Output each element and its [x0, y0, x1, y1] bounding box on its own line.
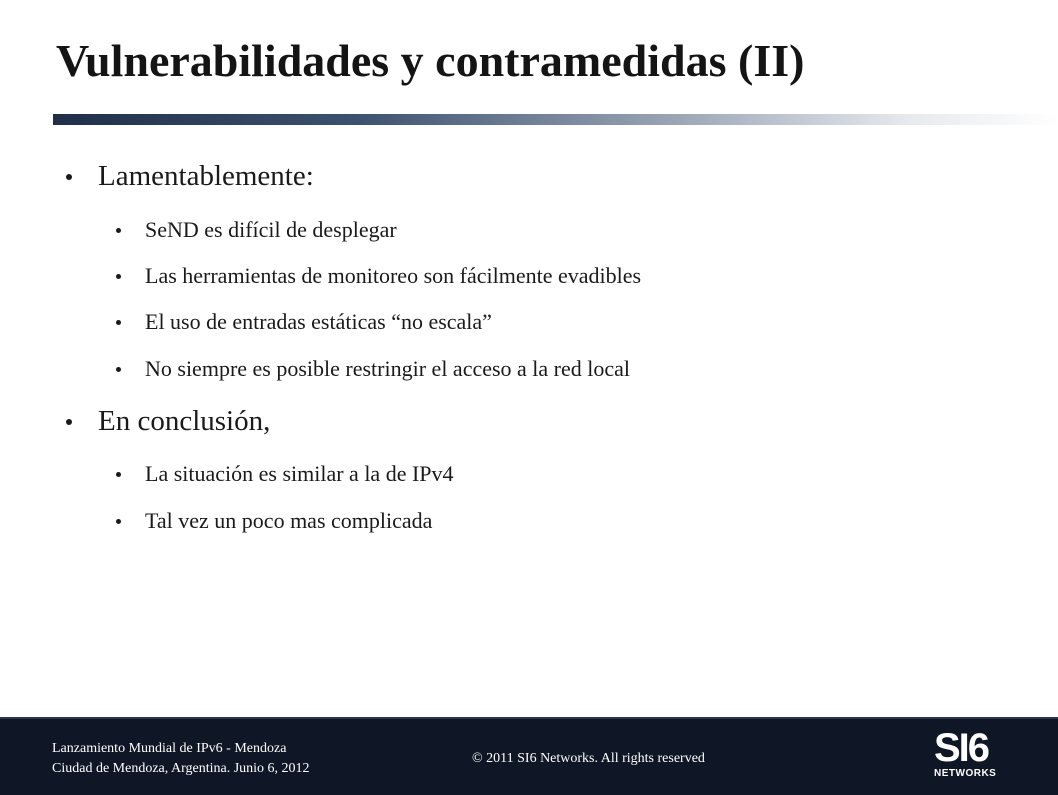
bullet-text: En conclusión,: [98, 405, 271, 437]
sub-bullet-local-access: [145, 358, 630, 380]
bullet-dot-icon: [116, 519, 121, 524]
event-info: [52, 739, 310, 779]
sub-bullet-similar-ipv4: [145, 463, 454, 485]
bullet-dot-icon: [116, 228, 121, 233]
copyright-notice: © 2011 SI6 Networks. All rights reserved: [472, 751, 705, 766]
sub-bullet-text: Las herramientas de monitoreo son fácilmente evadibles: [145, 263, 642, 288]
bullet-dot-icon: [116, 367, 121, 372]
event-line-2: Ciudad de Mendoza, Argentina. Junio 6, 2012: [52, 761, 310, 776]
logo-sub-text: NETWORKS: [934, 768, 997, 779]
title-divider: [53, 114, 1058, 125]
bullet-text: Lamentablemente:: [98, 160, 314, 192]
sub-bullet-send: [145, 219, 397, 241]
slide-footer: [0, 717, 1058, 795]
bullet-lamentablemente: [98, 162, 314, 191]
sub-bullet-text: No siempre es posible restringir el acceso a la red local: [145, 356, 631, 381]
bullet-dot-icon: [66, 419, 72, 425]
event-line-1: Lanzamiento Mundial de IPv6 - Mendoza: [52, 741, 287, 756]
si6-networks-logo: [934, 726, 1014, 785]
bullet-dot-icon: [66, 174, 72, 180]
logo-main-text: SI6: [934, 726, 989, 770]
sub-bullet-monitoring: [145, 265, 641, 287]
sub-bullet-text: SeND es difícil de desplegar: [145, 217, 397, 242]
slide-title: Vulnerabilidades y contramedidas (II): [56, 35, 805, 86]
sub-bullet-more-complicated: [145, 510, 432, 532]
sub-bullet-text: Tal vez un poco mas complicada: [145, 508, 433, 533]
bullet-dot-icon: [116, 320, 121, 325]
bullet-dot-icon: [116, 472, 121, 477]
bullet-dot-icon: [116, 274, 121, 279]
sub-bullet-text: El uso de entradas estáticas “no escala”: [145, 309, 492, 334]
sub-bullet-static-entries: [145, 311, 492, 333]
bullet-conclusion: [98, 407, 270, 436]
sub-bullet-text: La situación es similar a la de IPv4: [145, 461, 454, 486]
